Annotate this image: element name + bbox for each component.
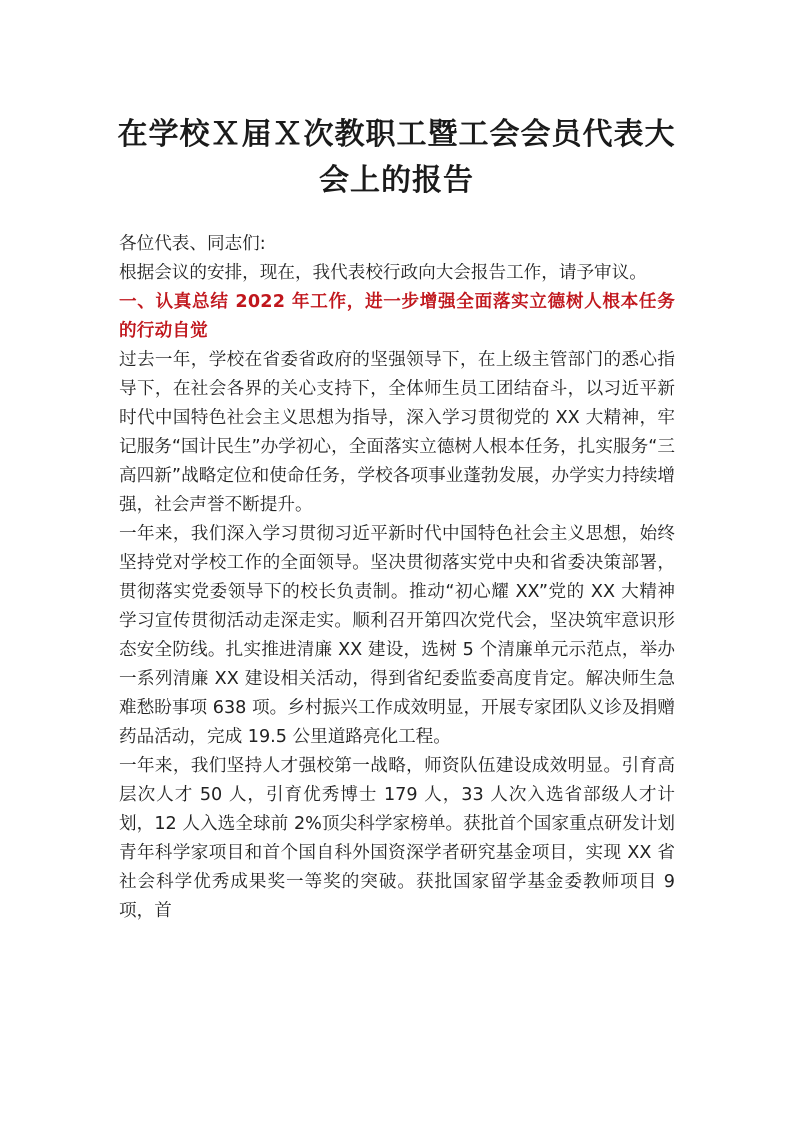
body-paragraph-2: 一年来，我们深入学习贯彻习近平新时代中国特色社会主义思想，始终坚持党对学校工作的全面领导。坚决贯彻落实党中央和省委决策部署，贯彻落实党委领导下的校长负责制。推动“初心耀 XX”党的 XX 大精神学习宣传贯彻活动走深走实。顺利召开第四次党代会，坚决筑牢意识形态安全防线。扎实推进清廉 XX 建设，选树 5 个清廉单元示范点，举办一系列清廉 XX 建设相关活动，得到省纪委监委高度肯定。解决师生急难愁盼事项 638 项。乡村振兴工作成效明显，开展专家团队义诊及捐赠药品活动，完成 19.5 公里道路亮化工程。 <box>119 524 675 747</box>
section-heading-1: 一、认真总结 2022 年工作，进一步增强全面落实立德树人根本任务的行动自觉 <box>119 292 675 341</box>
intro-paragraph: 根据会议的安排，现在，我代表校行政向大会报告工作，请予审议。 <box>119 263 647 283</box>
body-paragraph-1: 过去一年，学校在省委省政府的坚强领导下，在上级主管部门的悉心指导下，在社会各界的关心支持下，全体师生员工团结奋斗，以习近平新时代中国特色社会主义思想为指导，深入学习贯彻党的 XX 大精神，牢记服务“国计民生”办学初心，全面落实立德树人根本任务，扎实服务“三高四新”战略定位和使命任务，学校各项事业蓬勃发展，办学实力持续增强，社会声誉不断提升。 <box>119 350 675 515</box>
title-line-2: 会上的报告 <box>319 163 474 198</box>
title-line-1: 在学校Ｘ届Ｘ次教职工暨工会会员代表大 <box>117 117 676 152</box>
body-paragraph-3: 一年来，我们坚持人才强校第一战略，师资队伍建设成效明显。引育高层次人才 50 人，引育优秀博士 179 人，33 人次入选省部级人才计划，12 人入选全球前 2%顶尖科学家榜单。获批首个国家重点研发计划青年科学家项目和首个国自科外国资深学者研究基金项目，实现 XX 省社会科学优秀成果奖一等奖的突破。获批国家留学基金委教师项目 9 项，首 <box>119 756 675 921</box>
salutation: 各位代表、同志们: <box>119 234 266 254</box>
document-title <box>100 112 693 204</box>
document-body <box>119 230 675 926</box>
